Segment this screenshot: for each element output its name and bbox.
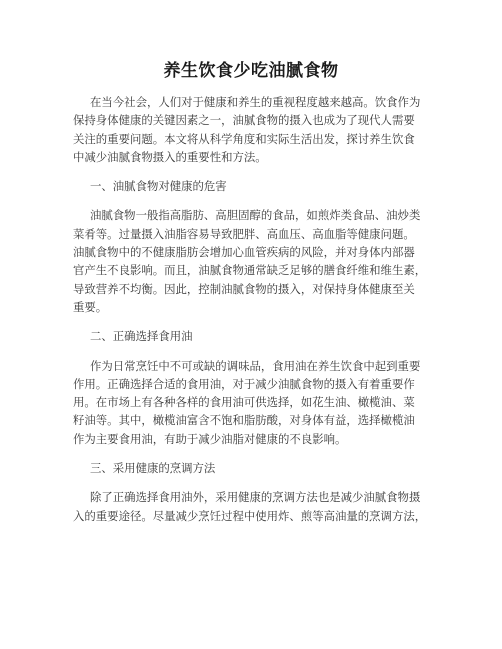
text-line: 除了正确选择食用油外，采用健康的烹调方法也是减少油腻食物摄 [90, 490, 421, 505]
section-heading-2: 二、正确选择食用油 [90, 329, 193, 344]
section-paragraph-3 [73, 488, 443, 525]
page-title: 养生饮食少吃油腻食物 [163, 61, 339, 81]
text-line: 保持身体健康的关键因素之一，油腻食物的摄入也成为了现代人需要 [73, 113, 415, 128]
text-line: 关注的重要问题。本文将从科学角度和实际生活出发，探讨养生饮食 [73, 131, 415, 146]
document-body [73, 93, 443, 525]
text-line: 作为日常烹饪中不可或缺的调味品，食用油在养生饮食中起到重要 [90, 358, 421, 373]
section-heading-1: 一、油腻食物对健康的危害 [90, 179, 227, 194]
text-line: 菜肴等。过量摄入油脂容易导致肥胖、高血压、高血脂等健康问题。 [73, 226, 415, 241]
text-line: 作为主要食用油，有助于减少油脂对健康的不良影响。 [73, 431, 347, 446]
section-paragraph-2 [73, 357, 443, 448]
text-line: 在当今社会，人们对于健康和养生的重视程度越来越高。饮食作为 [90, 95, 421, 109]
intro-paragraph [73, 93, 443, 166]
text-line: 重要。 [73, 299, 108, 314]
section-paragraph-1 [73, 206, 443, 316]
text-line: 入的重要途径。尽量减少烹饪过程中使用炸、煎等高油量的烹调方法， [73, 508, 427, 523]
text-line: 官产生不良影响。而且，油腻食物通常缺乏足够的膳食纤维和维生素， [73, 263, 427, 278]
text-line: 油腻食物中的不健康脂肪会增加心血管疾病的风险，并对身体内部器 [73, 245, 415, 260]
text-line: 油腻食物一般指高脂肪、高胆固醇的食品，如煎炸类食品、油炒类 [90, 208, 421, 223]
section-heading-3: 三、采用健康的烹调方法 [90, 461, 216, 476]
text-line: 作用。正确选择合适的食用油，对于减少油腻食物的摄入有着重要作 [73, 376, 415, 391]
text-line: 导致营养不均衡。因此，控制油腻食物的摄入，对保持身体健康至关 [73, 281, 415, 296]
text-line: 用。在市场上有各种各样的食用油可供选择，如花生油、橄榄油、菜 [73, 395, 415, 410]
text-line: 中减少油腻食物摄入的重要性和方法。 [73, 149, 267, 164]
text-line: 籽油等。其中，橄榄油富含不饱和脂肪酸，对身体有益，选择橄榄油 [73, 413, 415, 428]
